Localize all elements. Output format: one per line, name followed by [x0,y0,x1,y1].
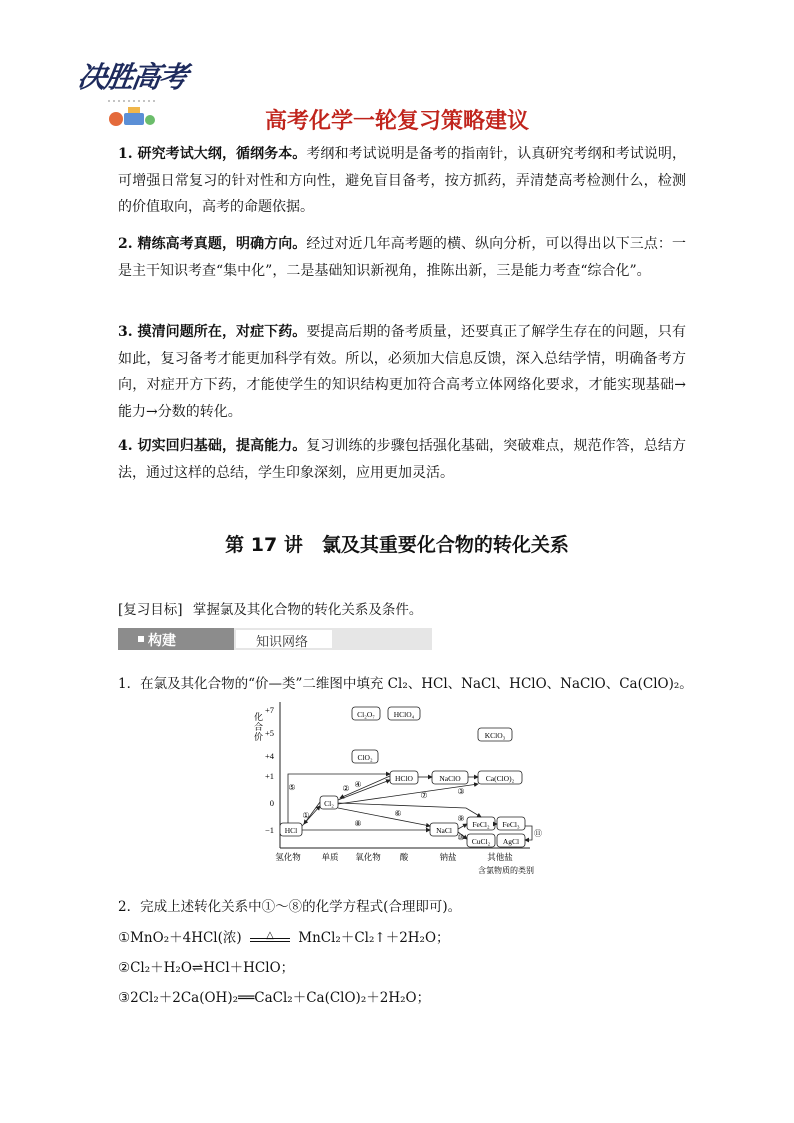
square-bullet-icon [138,636,144,642]
step-label: ② [342,784,350,793]
valence-class-diagram [248,698,548,888]
x-tick: 单质 [321,852,339,862]
diagram-box: HClO [395,774,413,783]
y-tick: 0 [269,798,274,808]
diagram-box: AgCl [502,837,520,846]
tip-lead: 4. 切实回归基础，提高能力。 [118,438,307,454]
diagram-box: HCl [284,826,298,835]
goal-text: 掌握氯及其化合物的转化关系及条件。 [192,602,423,618]
diagram-box: NaClO [439,774,461,783]
y-tick: +5 [264,728,274,738]
tip-body: 经过对近几年高考题的横、纵向分析，可以得出以下三点：一是主干知识考查“集中化”，二是基础知识新视角，推陈出新，三是能力考查“综合化”。 [118,236,686,279]
step-label: ⑧ [354,819,362,828]
tip-body: 要提高后期的备考质量，还要真正了解学生存在的问题，只有如此，复习备考才能更加科学有效。所以，必须加大信息反馈，深入总结学情，明确备考方向，对症开方下药，才能使学生的知识结构更加符合高考立体网络化要求，才能实现基础→能力→分数的转化。 [118,324,686,420]
review-goal [118,598,422,618]
step-label: ③ [457,787,465,796]
diagram-box: Cl₂O₇ [357,710,375,719]
diagram-box: HClO₄ [393,710,415,719]
diagram-box: CuCl₂ [471,837,491,846]
diagram-box: FeCl₃ [502,820,520,829]
step-label: ① [302,811,310,820]
y-tick: +1 [264,771,274,781]
diagram-box: Ca(ClO)₂ [485,774,515,783]
diagram-box: Cl₂ [324,799,334,808]
step-label: ④ [354,780,362,789]
goal-label: [复习目标] [118,602,183,618]
diagram-box: KClO₃ [484,731,506,740]
tip-paragraph-3 [118,319,686,425]
step-label: ⑤ [288,783,296,792]
x-tick: 氢化物 [275,852,301,862]
y-axis-label: 化合价 [253,712,263,742]
equation-left: ①MnO₂＋4HCl(浓) [118,930,242,946]
step-label: ⑦ [420,791,428,800]
step-label: ⑨ [457,814,465,823]
diagram-box: ClO₂ [357,753,373,762]
step-label: ⑩ [457,833,465,842]
x-tick: 钠盐 [439,852,457,862]
tip-lead: 3. 摸清问题所在，对症下药。 [118,324,307,340]
step-label: ⑥ [394,809,402,818]
chapter-title: 第 17 讲 氯及其重要化合物的转化关系 [225,534,569,556]
tip-paragraph-2 [118,231,686,284]
tip-body: 复习训练的步骤包括强化基础，突破难点，规范作答，总结方法，通过这样的总结，学生印象深刻，应用更加灵活。 [118,438,686,481]
x-tick: 氧化物 [355,852,381,862]
x-axis-label: 含氯物质的类别 [478,866,534,875]
question-1: 1．在氯及其化合物的“价—类”二维图中填充 Cl₂、HCl、NaCl、HClO、NaClO、Ca(ClO)₂。 [118,676,693,692]
step-label: ⑪ [534,829,542,838]
diagram-box: NaCl [436,826,452,835]
equation-3: ③2Cl₂＋2Ca(OH)₂══CaCl₂＋Ca(ClO)₂＋2H₂O； [118,990,431,1006]
section-band [118,628,432,650]
tip-lead: 1. 研究考试大纲，循纲务本。 [118,146,307,162]
diagram-box: FeCl₂ [472,820,490,829]
reaction-condition: △ [266,930,274,941]
y-tick: +7 [264,705,274,715]
band-tag: 构建 [148,633,176,649]
equation-right: MnCl₂＋Cl₂↑＋2H₂O； [298,930,450,946]
y-tick: +4 [264,751,274,761]
tip-lead: 2. 精练高考真题，明确方向。 [118,236,307,252]
band-tag-background [118,628,234,650]
equation-1 [118,926,450,946]
tip-paragraph-4 [118,433,686,486]
tip-paragraph-1 [118,141,686,221]
tip-body: 考纲和考试说明是备考的指南针，认真研究考纲和考试说明，可增强日常复习的针对性和方向性，避免盲目备考，按方抓药，弄清楚高考检测什么，检测的价值取向，高考的命题依据。 [118,146,686,215]
equation-2: ②Cl₂＋H₂O⇌HCl＋HClO； [118,960,295,976]
band-subtitle: 知识网络 [256,635,309,650]
y-tick: −1 [264,825,274,835]
x-tick: 其他盐 [487,852,513,862]
logo-text: 决胜高考 [75,60,189,94]
x-tick: 酸 [399,852,409,862]
question-2: 2．完成上述转化关系中①～⑧的化学方程式(合理即可)。 [118,899,462,915]
page-title: 高考化学一轮复习策略建议 [264,109,529,134]
